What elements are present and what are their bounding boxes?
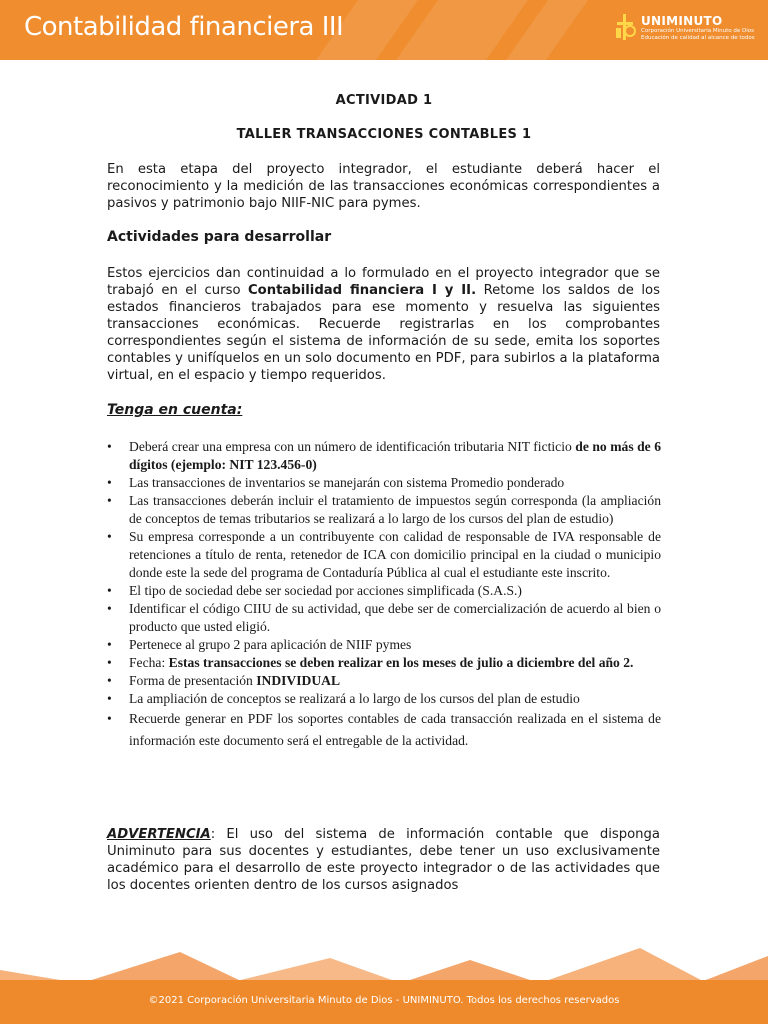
list-item-bold-text: INDIVIDUAL	[256, 673, 341, 688]
uniminuto-logo	[615, 14, 755, 48]
activities-paragraph-text-2: Retome los saldos de los estados financieros trabajados para ese momento y resuelva las siguientes transacciones económicas. Recuerde registrarlas en los comprobantes correspondientes según el sistema de información de su sede, emita los soportes contables y unifíquelos en un solo documento en PDF, para subirlos a la plataforma virtual, en el espacio y tiempo requeridos.	[107, 283, 660, 383]
advertencia-text: : El uso del sistema de información contable que disponga Uniminuto para sus docentes y estudiantes, debe tener un uso exclusivamente académico para el desarrollo de este proyecto integrador o de las actividades que los docentes orienten dentro de los cursos asignados	[107, 827, 660, 893]
header-band	[0, 0, 768, 60]
requirements-list	[107, 438, 661, 752]
list-item-bold-text: de no más de 6 dígitos (ejemplo: NIT 123.456-0)	[129, 439, 661, 472]
list-item-text: Deberá crear una empresa con un número de identificación tributaria NIT ficticio	[129, 439, 576, 454]
list-item-bold-text: Estas transacciones se deben realizar en los meses de julio a diciembre del año 2.	[168, 655, 634, 670]
list-item: • Su empresa corresponde a un contribuyente con calidad de responsable de IVA responsable de retenciones a título de renta, retenedor de ICA con domicilio principal en la ciudad o municipio donde este la sede del programa de Contaduría Pública al cual el estudiante este inscrito.	[107, 528, 661, 582]
list-item	[107, 672, 661, 690]
list-item	[107, 438, 661, 474]
tenga-en-cuenta-heading: Tenga en cuenta:	[107, 402, 243, 418]
course-name: Contabilidad financiera I y II.	[248, 283, 477, 298]
list-item: • El tipo de sociedad debe ser sociedad por acciones simplificada (S.A.S.)	[107, 582, 661, 600]
logo-brand: UNIMINUTO	[641, 14, 723, 28]
list-item	[107, 654, 661, 672]
logo-subtitle-1: Corporación Universitaria Minuto de Dios	[641, 28, 755, 34]
advertencia-paragraph	[107, 826, 660, 894]
list-item: • Identificar el código CIIU de su actividad, que debe ser de comercialización de acuerdo al bien o producto que usted eligió.	[107, 600, 661, 636]
list-item: • Las transacciones deberán incluir el tratamiento de impuestos según corresponda (la ampliación de conceptos de temas tributarios se realizará a lo largo de los cursos del plan de estudio)	[107, 492, 661, 528]
copyright-text: ©2021 Corporación Universitaria Minuto de Dios - UNIMINUTO. Todos los derechos reservados	[148, 995, 620, 1006]
list-item: • Recuerde generar en PDF los soportes contables de cada transacción realizada en el sistema de información este documento será el entregable de la actividad.	[107, 708, 661, 752]
uniminuto-logo-icon	[615, 14, 637, 40]
intro-paragraph: En esta etapa del proyecto integrador, el estudiante deberá hacer el reconocimiento y la medición de las transacciones económicas correspondientes a pasivos y patrimonio bajo NIIF-NIC para pymes.	[107, 162, 660, 211]
activities-heading: Actividades para desarrollar	[107, 229, 332, 245]
footer-band	[0, 980, 768, 1024]
list-item-text: Forma de presentación	[129, 673, 257, 688]
activities-paragraph-text: Estos ejercicios dan continuidad a lo formulado en el proyecto integrador que se trabajó en el curso	[107, 266, 660, 298]
list-item: • Las transacciones de inventarios se manejarán con sistema Promedio ponderado	[107, 474, 661, 492]
advertencia-label: ADVERTENCIA	[107, 827, 211, 842]
workshop-title: TALLER TRANSACCIONES CONTABLES 1	[236, 127, 532, 142]
list-item-text: Fecha:	[129, 655, 169, 670]
activity-title: ACTIVIDAD 1	[335, 93, 433, 108]
activities-paragraph	[107, 265, 660, 384]
logo-subtitle-2: Educación de calidad al alcance de todos	[641, 35, 755, 41]
list-item: • La ampliación de conceptos se realizará a lo largo de los cursos del plan de estudio	[107, 690, 661, 708]
course-title: Contabilidad financiera III	[24, 12, 344, 42]
list-item: • Pertenece al grupo 2 para aplicación de NIIF pymes	[107, 636, 661, 654]
